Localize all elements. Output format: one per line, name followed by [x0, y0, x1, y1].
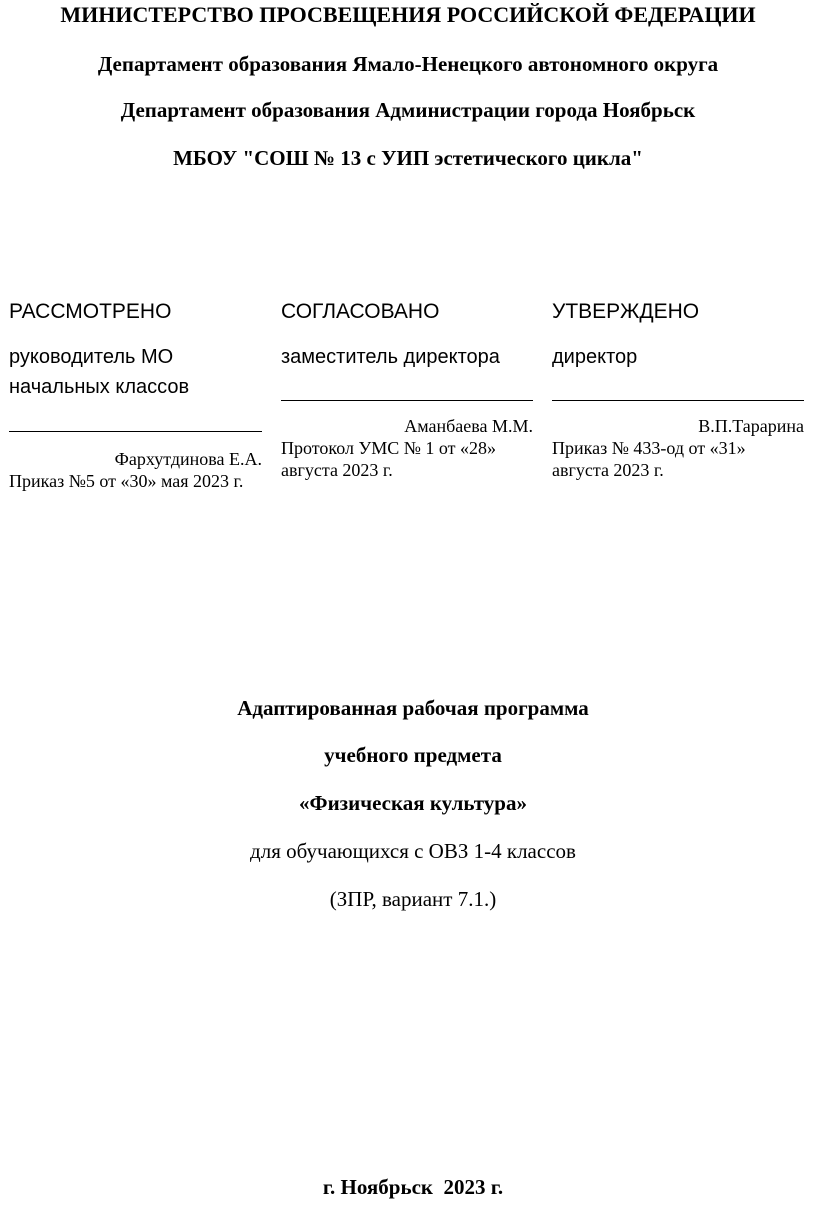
signature-line: [552, 400, 804, 401]
approval-agreed-block: [281, 298, 533, 481]
signature-line: [281, 400, 533, 401]
approval-signer-name: В.П.Тарарина: [698, 416, 804, 436]
approval-role: заместитель директора: [281, 346, 500, 368]
city-department-heading: Департамент образования Администрации города Ноябрьск: [120, 98, 696, 122]
approval-heading: РАССМОТРЕНО: [9, 300, 172, 323]
approval-considered-block: [9, 298, 262, 492]
approval-heading: СОГЛАСОВАНО: [281, 300, 440, 323]
school-heading: МБОУ "СОШ № 13 с УИП эстетического цикла": [173, 146, 643, 170]
program-audience: для обучающихся с ОВЗ 1-4 классов: [250, 839, 576, 863]
program-variant: (ЗПР, вариант 7.1.): [329, 887, 497, 911]
approval-order: Приказ №5 от «30» мая 2023 г.: [9, 471, 244, 491]
ministry-heading: МИНИСТЕРСТВО ПРОСВЕЩЕНИЯ РОССИЙСКОЙ ФЕДЕРАЦИИ: [60, 2, 756, 27]
signature-line: [9, 431, 262, 432]
approval-signer-name: Аманбаева М.М.: [404, 416, 533, 436]
program-subject-label: учебного предмета: [324, 743, 502, 767]
approval-order: Приказ № 433-од от «31» августа 2023 г.: [552, 438, 746, 480]
program-subject-name: «Физическая культура»: [299, 791, 527, 815]
approval-order: Протокол УМС № 1 от «28» августа 2023 г.: [281, 438, 497, 480]
approval-role: директор: [552, 346, 638, 368]
place-year-footer: г. Ноябрьск 2023 г.: [322, 1175, 504, 1199]
approval-signer-name: Фархутдинова Е.А.: [114, 449, 262, 469]
program-title: Адаптированная рабочая программа: [237, 696, 589, 720]
approval-approved-block: [552, 298, 804, 481]
approval-role: руководитель МО начальных классов: [9, 346, 190, 398]
approval-heading: УТВЕРЖДЕНО: [552, 300, 700, 323]
region-department-heading: Департамент образования Ямало-Ненецкого автономного округа: [97, 52, 719, 76]
